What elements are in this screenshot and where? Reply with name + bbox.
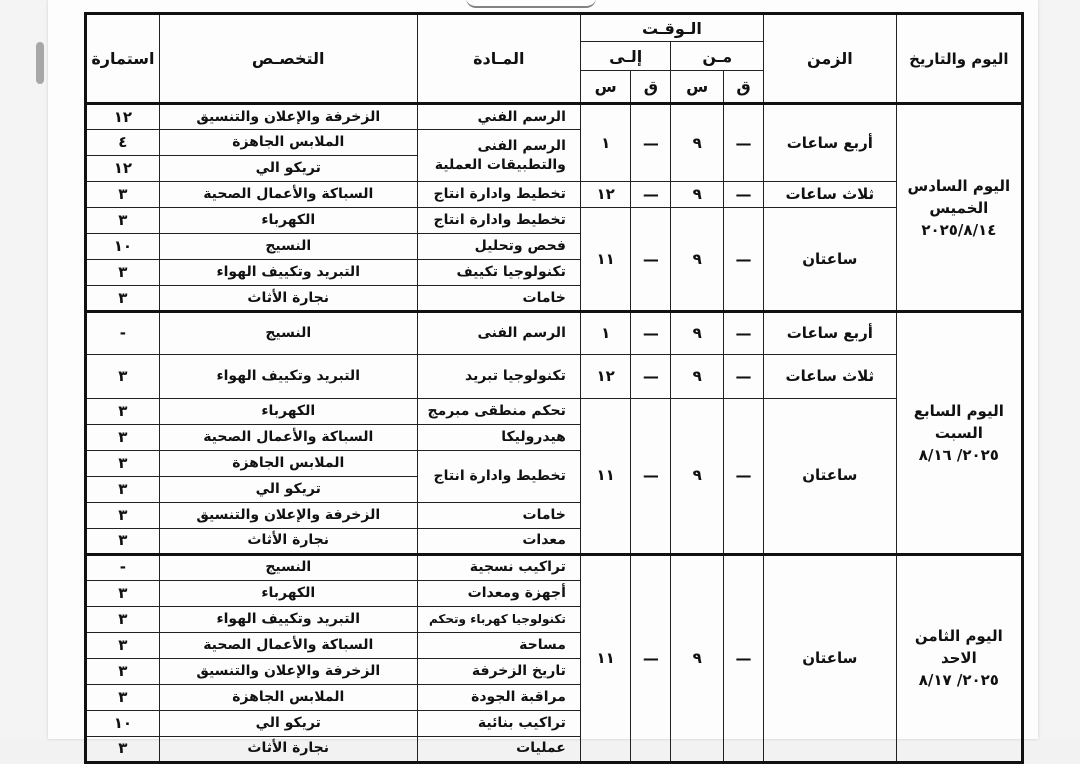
specialty-cell: نجارة الأثاث — [159, 528, 417, 554]
header-duration: الزمن — [764, 14, 897, 104]
form-cell: ٣ — [86, 355, 160, 398]
subject-cell: تراكيب نسجية — [417, 554, 580, 580]
from-minute: — — [724, 182, 764, 208]
form-cell: ١٢ — [86, 156, 160, 182]
specialty-cell: الزخرفة والإعلان والتنسيق — [159, 104, 417, 130]
form-cell: ٣ — [86, 528, 160, 554]
specialty-cell: الملابس الجاهزة — [159, 450, 417, 476]
day-name: اليوم السابع السبت — [913, 401, 1004, 442]
specialty-cell: النسيج — [159, 554, 417, 580]
day-date: ٢٠٢٥/ ٨/١٦ — [918, 445, 999, 464]
scrollbar-thumb[interactable] — [36, 42, 44, 84]
day-date: ٢٠٢٥/ ٨/١٧ — [918, 671, 999, 690]
subject-cell: تحكم منطقى مبرمج — [417, 398, 580, 424]
day-cell — [896, 312, 1022, 555]
viewer-left-margin — [0, 0, 48, 739]
form-cell: ٣ — [86, 684, 160, 710]
header-to-hour: س — [580, 71, 631, 104]
form-cell: ٣ — [86, 606, 160, 632]
specialty-cell: الكهرباء — [159, 398, 417, 424]
subject-cell: تاريخ الزخرفة — [417, 658, 580, 684]
subject-cell: خامات — [417, 286, 580, 312]
from-hour: ٩ — [671, 104, 724, 182]
form-cell: ٣ — [86, 632, 160, 658]
to-minute: — — [631, 182, 671, 208]
from-minute: — — [724, 104, 764, 182]
specialty-cell: التبريد وتكييف الهواء — [159, 260, 417, 286]
specialty-cell: التبريد وتكييف الهواء — [159, 606, 417, 632]
form-cell: ١٠ — [86, 710, 160, 736]
header-day: اليوم والتاريخ — [896, 14, 1022, 104]
header-from-minute: ق — [724, 71, 764, 104]
from-hour: ٩ — [671, 355, 724, 398]
from-minute: — — [724, 554, 764, 762]
specialty-cell: الزخرفة والإعلان والتنسيق — [159, 658, 417, 684]
duration-cell: ساعتان — [764, 208, 897, 312]
header-form: استمارة — [86, 14, 160, 104]
day-date: ٢٠٢٥/٨/١٤ — [921, 220, 997, 239]
form-cell: ١٠ — [86, 234, 160, 260]
to-minute: — — [631, 208, 671, 312]
subject-cell: الرسم الفنى — [417, 312, 580, 355]
header-from-hour: س — [671, 71, 724, 104]
day-name: اليوم السادس الخميس — [907, 176, 1011, 217]
day-cell — [896, 104, 1022, 312]
form-cell: ٣ — [86, 476, 160, 502]
specialty-cell: تريكو الي — [159, 476, 417, 502]
to-minute: — — [631, 312, 671, 355]
viewer-right-margin — [1038, 0, 1080, 739]
day-cell — [896, 554, 1022, 762]
from-hour: ٩ — [671, 554, 724, 762]
from-hour: ٩ — [671, 312, 724, 355]
to-minute: — — [631, 554, 671, 762]
to-hour: ١ — [580, 312, 631, 355]
from-hour: ٩ — [671, 208, 724, 312]
top-decoration — [466, 0, 596, 8]
to-hour: ١١ — [580, 398, 631, 554]
duration-cell: ساعتان — [764, 554, 897, 762]
specialty-cell: التبريد وتكييف الهواء — [159, 355, 417, 398]
to-hour: ١١ — [580, 554, 631, 762]
specialty-cell: السباكة والأعمال الصحية — [159, 424, 417, 450]
specialty-cell: الكهرباء — [159, 580, 417, 606]
exam-schedule-table — [84, 12, 1024, 764]
specialty-cell: نجارة الأثاث — [159, 286, 417, 312]
duration-cell: ثلاث ساعات — [764, 355, 897, 398]
from-hour: ٩ — [671, 182, 724, 208]
subject-cell: عمليات — [417, 736, 580, 762]
form-cell: ٣ — [86, 208, 160, 234]
form-cell: ٤ — [86, 130, 160, 156]
specialty-cell: نجارة الأثاث — [159, 736, 417, 762]
form-cell: ١٢ — [86, 104, 160, 130]
specialty-cell: الكهرباء — [159, 208, 417, 234]
header-time: الـوقـت — [580, 14, 763, 42]
form-cell: ٣ — [86, 502, 160, 528]
duration-cell: أربع ساعات — [764, 104, 897, 182]
from-minute: — — [724, 355, 764, 398]
duration-cell: ساعتان — [764, 398, 897, 554]
specialty-cell: الملابس الجاهزة — [159, 130, 417, 156]
subject-cell: هيدروليكا — [417, 424, 580, 450]
form-cell: - — [86, 312, 160, 355]
to-hour: ١٢ — [580, 355, 631, 398]
subject-cell: تراكيب بنائية — [417, 710, 580, 736]
form-cell: ٣ — [86, 398, 160, 424]
subject-cell: مراقبة الجودة — [417, 684, 580, 710]
from-minute: — — [724, 208, 764, 312]
from-hour: ٩ — [671, 398, 724, 554]
specialty-cell: السباكة والأعمال الصحية — [159, 632, 417, 658]
form-cell: ٣ — [86, 450, 160, 476]
specialty-cell: النسيج — [159, 234, 417, 260]
subject-cell: تخطيط وادارة انتاج — [417, 182, 580, 208]
form-cell: ٣ — [86, 260, 160, 286]
subject-cell: تكنولوجيا تكييف — [417, 260, 580, 286]
to-hour: ١ — [580, 104, 631, 182]
specialty-cell: الملابس الجاهزة — [159, 684, 417, 710]
header-specialty: التخصـص — [159, 14, 417, 104]
form-cell: ٣ — [86, 286, 160, 312]
subject-cell: معدات — [417, 528, 580, 554]
document-page — [48, 0, 1038, 758]
to-minute: — — [631, 355, 671, 398]
subject-cell: الرسم الفني — [417, 104, 580, 130]
to-hour: ١١ — [580, 208, 631, 312]
duration-cell: أربع ساعات — [764, 312, 897, 355]
specialty-cell: تريكو الي — [159, 156, 417, 182]
specialty-cell: تريكو الي — [159, 710, 417, 736]
subject-cell: خامات — [417, 502, 580, 528]
header-subject: المـادة — [417, 14, 580, 104]
subject-cell: تخطيط وادارة انتاج — [417, 450, 580, 502]
to-minute: — — [631, 104, 671, 182]
form-cell: ٣ — [86, 182, 160, 208]
duration-cell: ثلاث ساعات — [764, 182, 897, 208]
specialty-cell: النسيج — [159, 312, 417, 355]
form-cell: ٣ — [86, 424, 160, 450]
header-to: إلـى — [580, 42, 671, 71]
specialty-cell: الزخرفة والإعلان والتنسيق — [159, 502, 417, 528]
to-hour: ١٢ — [580, 182, 631, 208]
from-minute: — — [724, 312, 764, 355]
header-to-minute: ق — [631, 71, 671, 104]
specialty-cell: السباكة والأعمال الصحية — [159, 182, 417, 208]
subject-cell: تكنولوجيا تبريد — [417, 355, 580, 398]
form-cell: - — [86, 554, 160, 580]
subject-cell: مساحة — [417, 632, 580, 658]
form-cell: ٣ — [86, 736, 160, 762]
to-minute: — — [631, 398, 671, 554]
day-name: اليوم الثامن الاحد — [914, 627, 1003, 668]
from-minute: — — [724, 398, 764, 554]
subject-cell: تكنولوجيا كهرباء وتحكم — [417, 606, 580, 632]
form-cell: ٣ — [86, 658, 160, 684]
form-cell: ٣ — [86, 580, 160, 606]
subject-cell: أجهزة ومعدات — [417, 580, 580, 606]
header-from: مـن — [671, 42, 764, 71]
subject-cell: الرسم الفنى والتطبيقات العملية — [417, 130, 580, 182]
subject-cell: تخطيط وادارة انتاج — [417, 208, 580, 234]
subject-cell: فحص وتحليل — [417, 234, 580, 260]
